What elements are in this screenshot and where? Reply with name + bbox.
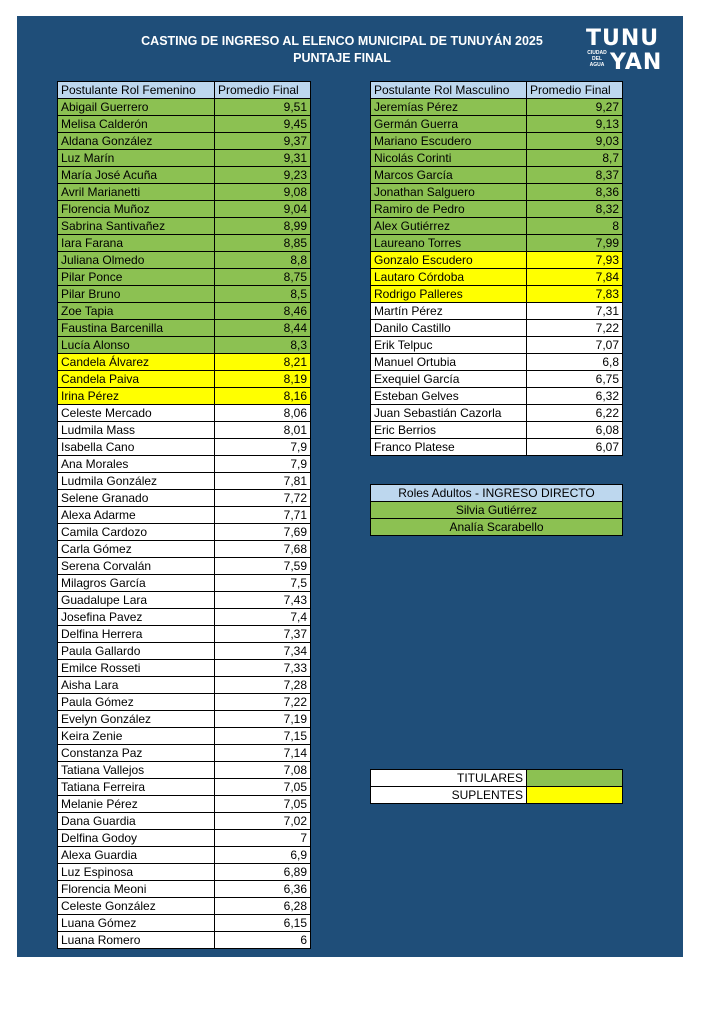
table-row xyxy=(58,422,311,439)
table-row xyxy=(58,218,311,235)
table-row xyxy=(58,439,311,456)
adult-name: Silvia Gutiérrez xyxy=(371,502,623,519)
candidate-name: Luana Gómez xyxy=(58,915,215,932)
candidate-name: Pilar Bruno xyxy=(58,286,215,303)
candidate-score: 6,07 xyxy=(527,439,623,456)
legend-swatch-yellow xyxy=(527,787,623,804)
table-row xyxy=(58,116,311,133)
candidate-score: 7,72 xyxy=(215,490,311,507)
candidate-name: Juan Sebastián Cazorla xyxy=(371,405,527,422)
table-row xyxy=(58,507,311,524)
candidate-score: 9,08 xyxy=(215,184,311,201)
candidate-name: Dana Guardia xyxy=(58,813,215,830)
candidate-name: Luz Espinosa xyxy=(58,864,215,881)
table-row xyxy=(58,915,311,932)
table-row xyxy=(371,337,623,354)
candidate-name: Lucía Alonso xyxy=(58,337,215,354)
candidate-name: Nicolás Corinti xyxy=(371,150,527,167)
table-row xyxy=(58,99,311,116)
candidate-score: 7,71 xyxy=(215,507,311,524)
candidate-name: Rodrigo Palleres xyxy=(371,286,527,303)
table-row xyxy=(371,150,623,167)
candidate-name: Josefina Pavez xyxy=(58,609,215,626)
candidate-name: Germán Guerra xyxy=(371,116,527,133)
candidate-score: 8,85 xyxy=(215,235,311,252)
table-row xyxy=(371,116,623,133)
candidate-score: 8,44 xyxy=(215,320,311,337)
candidate-score: 6,9 xyxy=(215,847,311,864)
table-header-row xyxy=(371,82,623,99)
candidate-name: Abigail Guerrero xyxy=(58,99,215,116)
candidate-name: Jeremías Pérez xyxy=(371,99,527,116)
candidate-name: Tatiana Ferreira xyxy=(58,779,215,796)
candidate-score: 8,99 xyxy=(215,218,311,235)
candidate-score: 7,15 xyxy=(215,728,311,745)
table-row xyxy=(371,439,623,456)
candidate-name: Faustina Barcenilla xyxy=(58,320,215,337)
candidate-score: 8,37 xyxy=(527,167,623,184)
candidate-score: 7,05 xyxy=(215,779,311,796)
logo-line1: TUNU xyxy=(586,26,660,51)
logo-line2: YAN xyxy=(610,50,663,75)
table-row xyxy=(58,303,311,320)
table-row xyxy=(58,184,311,201)
candidate-name: Alexa Adarme xyxy=(58,507,215,524)
candidate-score: 9,03 xyxy=(527,133,623,150)
candidate-name: Emilce Rosseti xyxy=(58,660,215,677)
candidate-name: Carla Gómez xyxy=(58,541,215,558)
candidate-name: Iara Farana xyxy=(58,235,215,252)
candidate-name: Delfina Godoy xyxy=(58,830,215,847)
candidate-name: Serena Corvalán xyxy=(58,558,215,575)
male-roles-table xyxy=(370,81,623,456)
candidate-score: 9,23 xyxy=(215,167,311,184)
candidate-score: 7,4 xyxy=(215,609,311,626)
candidate-score: 7,93 xyxy=(527,252,623,269)
candidate-name: Ana Morales xyxy=(58,456,215,473)
candidate-name: Exequiel García xyxy=(371,371,527,388)
table-row xyxy=(371,167,623,184)
table-row xyxy=(371,269,623,286)
candidate-name: Constanza Paz xyxy=(58,745,215,762)
table-row xyxy=(58,558,311,575)
candidate-score: 7,59 xyxy=(215,558,311,575)
candidate-name: Keira Zenie xyxy=(58,728,215,745)
candidate-name: Pilar Ponce xyxy=(58,269,215,286)
candidate-name: Franco Platese xyxy=(371,439,527,456)
candidate-name: Juliana Olmedo xyxy=(58,252,215,269)
candidate-score: 6,28 xyxy=(215,898,311,915)
candidate-score: 9,45 xyxy=(215,116,311,133)
candidate-name: Tatiana Vallejos xyxy=(58,762,215,779)
column-header-name: Postulante Rol Masculino xyxy=(371,82,527,99)
candidate-name: Manuel Ortubia xyxy=(371,354,527,371)
candidate-score: 8,5 xyxy=(215,286,311,303)
candidate-name: Alex Gutiérrez xyxy=(371,218,527,235)
table-row xyxy=(58,320,311,337)
candidate-name: Delfina Herrera xyxy=(58,626,215,643)
candidate-score: 7,08 xyxy=(215,762,311,779)
candidate-score: 8,21 xyxy=(215,354,311,371)
candidate-score: 9,13 xyxy=(527,116,623,133)
table-row xyxy=(58,354,311,371)
candidate-score: 8,7 xyxy=(527,150,623,167)
column-header-score: Promedio Final xyxy=(215,82,311,99)
candidate-name: Luz Marín xyxy=(58,150,215,167)
candidate-score: 8,36 xyxy=(527,184,623,201)
table-row xyxy=(371,184,623,201)
candidate-name: Candela Álvarez xyxy=(58,354,215,371)
candidate-score: 6,15 xyxy=(215,915,311,932)
candidate-score: 8,75 xyxy=(215,269,311,286)
candidate-score: 7,43 xyxy=(215,592,311,609)
candidate-name: Isabella Cano xyxy=(58,439,215,456)
candidate-score: 7,99 xyxy=(527,235,623,252)
candidate-score: 6,32 xyxy=(527,388,623,405)
candidate-name: Guadalupe Lara xyxy=(58,592,215,609)
table-row xyxy=(58,711,311,728)
table-row xyxy=(371,303,623,320)
table-row xyxy=(58,762,311,779)
candidate-score: 6,36 xyxy=(215,881,311,898)
candidate-score: 8 xyxy=(527,218,623,235)
table-row xyxy=(58,133,311,150)
table-row xyxy=(371,286,623,303)
candidate-name: Florencia Meoni xyxy=(58,881,215,898)
table-row xyxy=(371,502,623,519)
table-row xyxy=(371,388,623,405)
candidate-name: Aldana González xyxy=(58,133,215,150)
table-row xyxy=(58,201,311,218)
adult-roles-table xyxy=(370,484,623,536)
table-row xyxy=(58,388,311,405)
table-row xyxy=(58,609,311,626)
table-row xyxy=(58,371,311,388)
table-row xyxy=(371,252,623,269)
candidate-score: 7,69 xyxy=(215,524,311,541)
candidate-score: 6,89 xyxy=(215,864,311,881)
page-subtitle: PUNTAJE FINAL xyxy=(293,51,391,65)
table-row xyxy=(371,422,623,439)
table-row xyxy=(58,796,311,813)
candidate-score: 7,22 xyxy=(215,694,311,711)
table-row xyxy=(58,541,311,558)
candidate-score: 9,51 xyxy=(215,99,311,116)
candidate-score: 6,08 xyxy=(527,422,623,439)
candidate-name: Milagros García xyxy=(58,575,215,592)
candidate-name: Esteban Gelves xyxy=(371,388,527,405)
table-row xyxy=(371,218,623,235)
table-row xyxy=(58,524,311,541)
candidate-score: 7,68 xyxy=(215,541,311,558)
table-row xyxy=(371,133,623,150)
candidate-score: 7,28 xyxy=(215,677,311,694)
table-row xyxy=(58,643,311,660)
candidate-score: 7,37 xyxy=(215,626,311,643)
table-row xyxy=(58,728,311,745)
column-header-score: Promedio Final xyxy=(527,82,623,99)
table-row xyxy=(371,519,623,536)
candidate-score: 8,06 xyxy=(215,405,311,422)
candidate-name: Selene Granado xyxy=(58,490,215,507)
female-roles-table xyxy=(57,81,311,949)
candidate-score: 6 xyxy=(215,932,311,949)
candidate-score: 7,07 xyxy=(527,337,623,354)
table-row xyxy=(58,779,311,796)
table-row xyxy=(58,252,311,269)
table-row xyxy=(58,592,311,609)
column-header-name: Postulante Rol Femenino xyxy=(58,82,215,99)
legend-label-suplentes: SUPLENTES xyxy=(371,787,527,804)
legend-row-titulares xyxy=(371,770,623,787)
candidate-name: Ludmila Mass xyxy=(58,422,215,439)
candidate-score: 7,05 xyxy=(215,796,311,813)
candidate-name: Evelyn González xyxy=(58,711,215,728)
candidate-name: Erik Telpuc xyxy=(371,337,527,354)
table-row xyxy=(58,575,311,592)
candidate-name: Eric Berrios xyxy=(371,422,527,439)
candidate-score: 7,9 xyxy=(215,439,311,456)
candidate-score: 8,46 xyxy=(215,303,311,320)
table-header-row xyxy=(58,82,311,99)
tunuyan-logo xyxy=(583,26,679,76)
candidate-name: Ludmila González xyxy=(58,473,215,490)
candidate-name: Aisha Lara xyxy=(58,677,215,694)
candidate-score: 7,83 xyxy=(527,286,623,303)
table-row xyxy=(58,813,311,830)
candidate-name: Mariano Escudero xyxy=(371,133,527,150)
candidate-score: 8,16 xyxy=(215,388,311,405)
legend-table xyxy=(370,769,623,804)
candidate-score: 8,01 xyxy=(215,422,311,439)
candidate-name: Celeste González xyxy=(58,898,215,915)
candidate-score: 7,33 xyxy=(215,660,311,677)
table-row xyxy=(371,99,623,116)
table-row xyxy=(58,694,311,711)
candidate-name: Lautaro Córdoba xyxy=(371,269,527,286)
table-row xyxy=(58,932,311,949)
candidate-score: 7,19 xyxy=(215,711,311,728)
table-row xyxy=(58,677,311,694)
legend-swatch-green xyxy=(527,770,623,787)
candidate-name: Luana Romero xyxy=(58,932,215,949)
results-panel xyxy=(17,16,683,957)
table-row xyxy=(58,473,311,490)
candidate-name: Danilo Castillo xyxy=(371,320,527,337)
candidate-name: Paula Gómez xyxy=(58,694,215,711)
table-row xyxy=(58,456,311,473)
candidate-score: 9,37 xyxy=(215,133,311,150)
table-row xyxy=(371,354,623,371)
logo-tagline: CIUDAD DEL AGUA xyxy=(587,50,607,68)
candidate-name: Melanie Pérez xyxy=(58,796,215,813)
table-row xyxy=(58,626,311,643)
candidate-name: Zoe Tapia xyxy=(58,303,215,320)
table-row xyxy=(58,337,311,354)
candidate-score: 7,81 xyxy=(215,473,311,490)
candidate-score: 7,31 xyxy=(527,303,623,320)
table-row xyxy=(58,847,311,864)
candidate-score: 7,9 xyxy=(215,456,311,473)
candidate-name: Avril Marianetti xyxy=(58,184,215,201)
candidate-score: 6,8 xyxy=(527,354,623,371)
table-row xyxy=(371,201,623,218)
adult-name: Analía Scarabello xyxy=(371,519,623,536)
candidate-score: 7,14 xyxy=(215,745,311,762)
legend-row-suplentes xyxy=(371,787,623,804)
table-row xyxy=(371,235,623,252)
candidate-name: Alexa Guardia xyxy=(58,847,215,864)
table-row xyxy=(58,405,311,422)
candidate-score: 8,3 xyxy=(215,337,311,354)
candidate-name: Camila Cardozo xyxy=(58,524,215,541)
table-row xyxy=(58,150,311,167)
candidate-name: Melisa Calderón xyxy=(58,116,215,133)
adult-roles-header: Roles Adultos - INGRESO DIRECTO xyxy=(371,485,623,502)
table-row xyxy=(371,320,623,337)
candidate-name: Gonzalo Escudero xyxy=(371,252,527,269)
table-row xyxy=(58,167,311,184)
candidate-score: 7 xyxy=(215,830,311,847)
candidate-score: 8,32 xyxy=(527,201,623,218)
table-row xyxy=(58,830,311,847)
candidate-score: 7,34 xyxy=(215,643,311,660)
candidate-score: 7,22 xyxy=(527,320,623,337)
table-row xyxy=(371,371,623,388)
table-row xyxy=(58,235,311,252)
candidate-score: 9,27 xyxy=(527,99,623,116)
table-row xyxy=(58,881,311,898)
legend-label-titulares: TITULARES xyxy=(371,770,527,787)
candidate-name: Laureano Torres xyxy=(371,235,527,252)
candidate-name: Paula Gallardo xyxy=(58,643,215,660)
candidate-score: 9,04 xyxy=(215,201,311,218)
candidate-score: 6,22 xyxy=(527,405,623,422)
page-title: CASTING DE INGRESO AL ELENCO MUNICIPAL DE TUNUYÁN 2025 xyxy=(141,34,543,48)
table-row xyxy=(58,490,311,507)
table-row xyxy=(58,269,311,286)
candidate-name: Ramiro de Pedro xyxy=(371,201,527,218)
table-row xyxy=(58,898,311,915)
table-row xyxy=(371,405,623,422)
candidate-score: 7,02 xyxy=(215,813,311,830)
table-row xyxy=(58,864,311,881)
candidate-name: Jonathan Salguero xyxy=(371,184,527,201)
candidate-name: Candela Paiva xyxy=(58,371,215,388)
candidate-name: Irina Pérez xyxy=(58,388,215,405)
candidate-score: 7,84 xyxy=(527,269,623,286)
candidate-score: 6,75 xyxy=(527,371,623,388)
table-row xyxy=(58,745,311,762)
candidate-name: Florencia Muñoz xyxy=(58,201,215,218)
table-header-row xyxy=(371,485,623,502)
candidate-score: 9,31 xyxy=(215,150,311,167)
candidate-score: 7,5 xyxy=(215,575,311,592)
table-row xyxy=(58,286,311,303)
candidate-name: Celeste Mercado xyxy=(58,405,215,422)
candidate-name: Sabrina Santivañez xyxy=(58,218,215,235)
candidate-score: 8,19 xyxy=(215,371,311,388)
table-row xyxy=(58,660,311,677)
candidate-name: María José Acuña xyxy=(58,167,215,184)
candidate-score: 8,8 xyxy=(215,252,311,269)
candidate-name: Marcos García xyxy=(371,167,527,184)
candidate-name: Martín Pérez xyxy=(371,303,527,320)
